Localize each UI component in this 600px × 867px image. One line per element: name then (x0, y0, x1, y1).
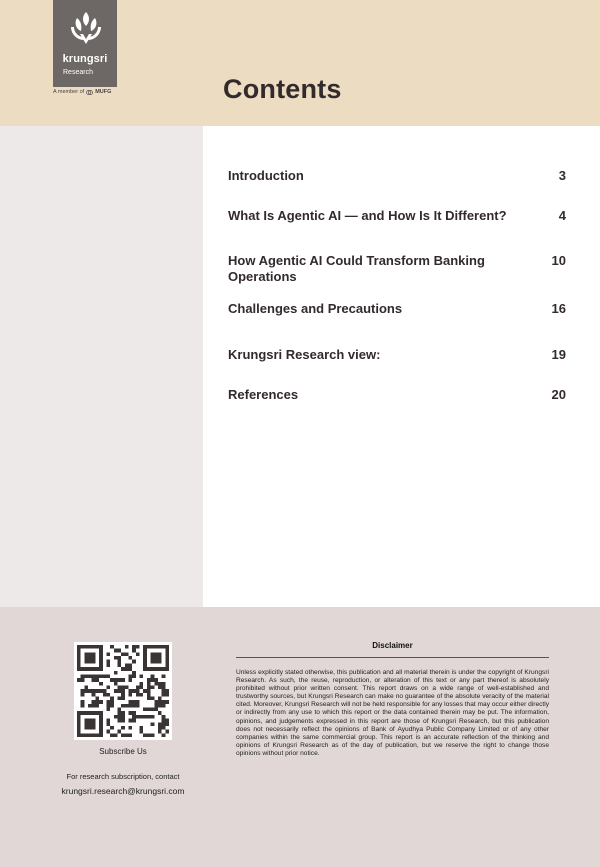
member-of-line (53, 89, 111, 95)
toc-item-page: 4 (558, 208, 566, 223)
contact-email-link[interactable]: krungsri.research@krungsri.com (61, 786, 185, 796)
disclaimer-text: Unless explicitly stated otherwise, this publication and all material therein is under the copyright of Krungsri Research. As such, the reuse, reproduction, or alteration of this text or any part thereof is absolutely prohibited without prior written consent. This report draws on a wide range of well-established and trustworthy sources, but Krungsri Research can make no guarantee of the absolute veracity of the material cited. Moreover, Krungsri Research will not be held responsible for any losses that may occur either directly or indirectly from any use to which this report or the data contained therein may be put. The information, opinions, and judgements expressed in this report are those of Krungsri Research, but this publication does not necessarily reflect the opinions of Bank of Ayudhya Public Company Limited or of any other companies within the same commercial group. This report is an accurate reflection of the thinking and opinions of Krungsri Research as of the day of publication, but we reserve the right to change those opinions without prior notice. (236, 669, 549, 757)
qr-code-icon (77, 645, 169, 737)
header-band (0, 0, 600, 126)
krungsri-logo[interactable] (53, 0, 117, 87)
disclaimer-heading: Disclaimer (372, 641, 413, 650)
member-brand: MUFG (95, 89, 112, 95)
page-title: Contents (223, 74, 342, 104)
left-panel (0, 126, 203, 607)
subscribe-qr-code[interactable] (74, 642, 172, 740)
logo-name: krungsri (62, 53, 108, 65)
subscription-contact-text: For research subscription, contact (66, 772, 180, 781)
toc-item-title: References (228, 387, 299, 402)
logo-subtitle: Research (63, 69, 93, 76)
toc-item-page: 3 (558, 168, 566, 183)
toc-item-title: Introduction (228, 168, 304, 183)
krungsri-emblem-icon (69, 10, 103, 46)
toc-item-title: How Agentic AI Could Transform Banking Operations (228, 253, 485, 284)
member-prefix: A member of (53, 89, 85, 95)
toc-item-page: 16 (551, 301, 566, 316)
disclaimer-divider (236, 657, 549, 658)
toc-item-title: What Is Agentic AI — and How Is It Different? (228, 208, 507, 223)
toc-item-title: Challenges and Precautions (228, 301, 403, 316)
toc-item-page: 19 (551, 347, 566, 362)
toc-item-title: Krungsri Research view: (228, 347, 381, 362)
mufg-logo-icon (86, 90, 93, 95)
toc-item-page: 10 (551, 253, 566, 268)
toc-item-page: 20 (551, 387, 566, 402)
subscribe-label: Subscribe Us (99, 747, 147, 756)
